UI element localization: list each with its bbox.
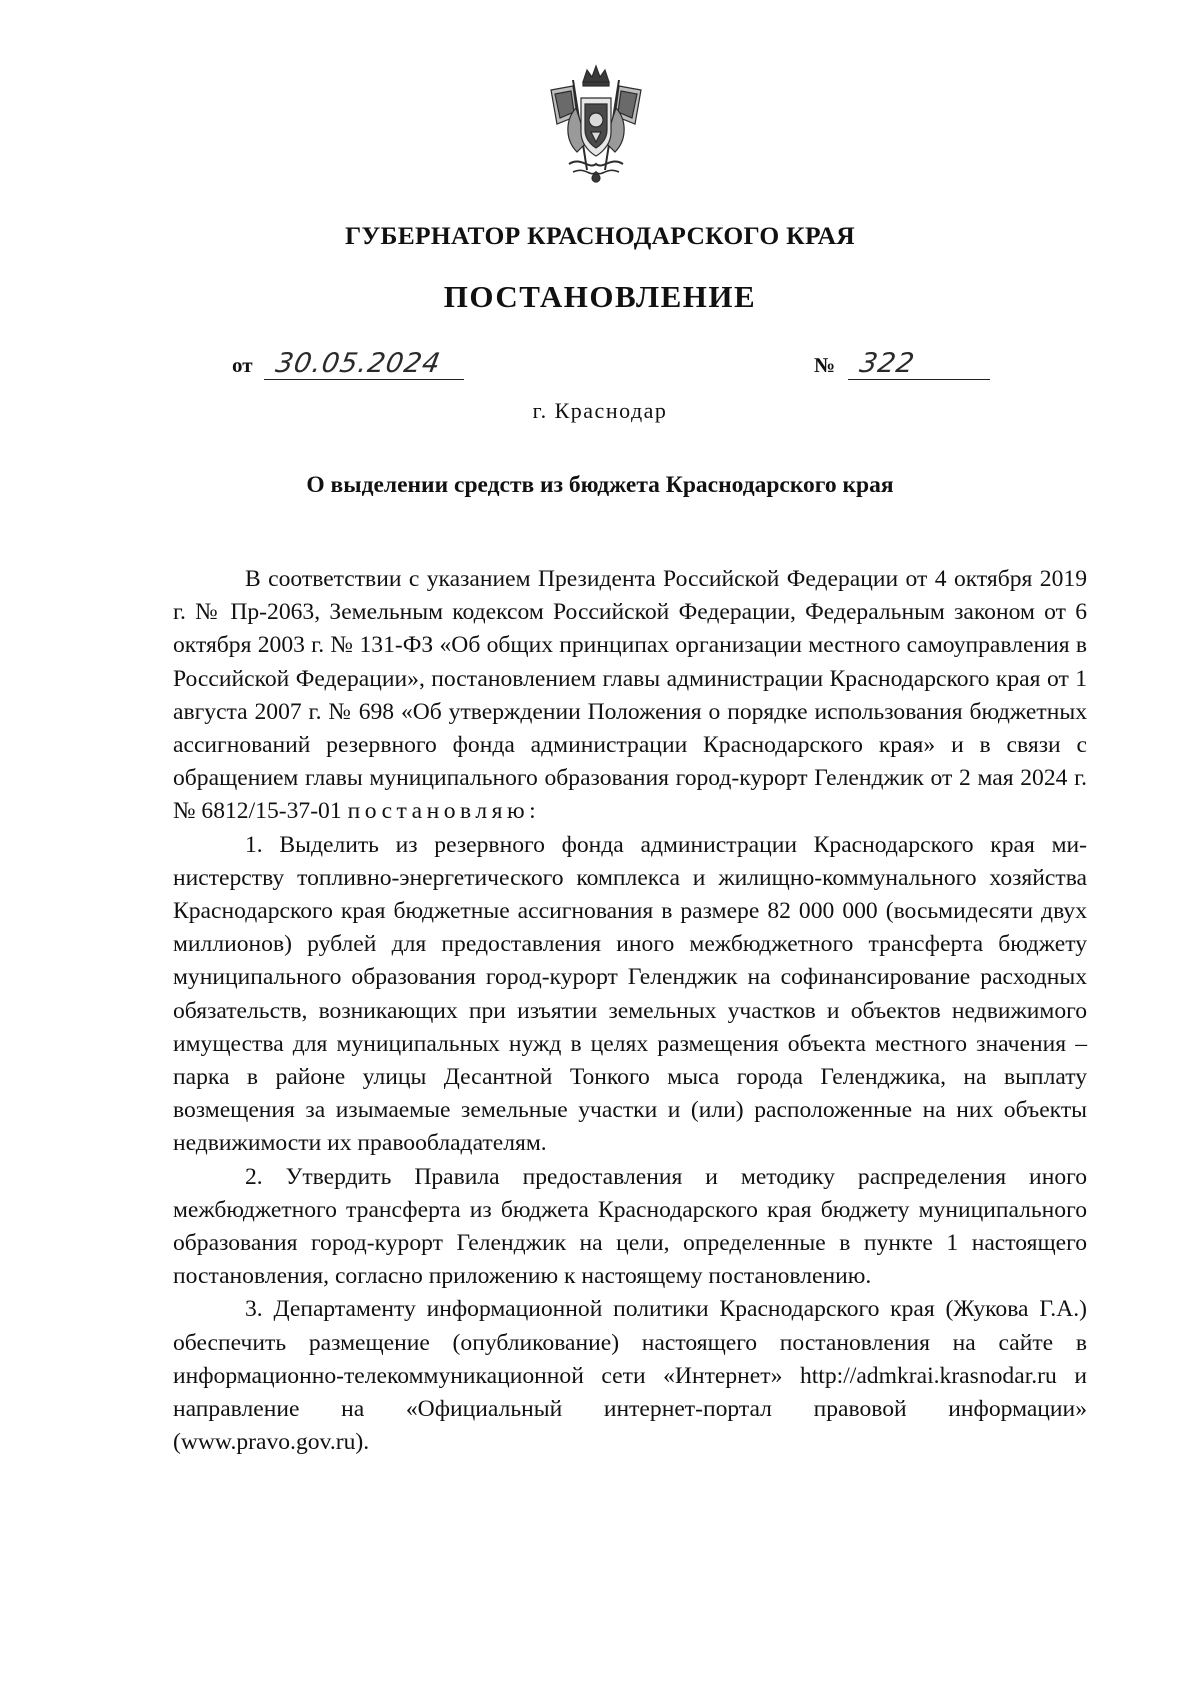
number-field — [848, 348, 990, 380]
coat-of-arms-icon — [543, 60, 649, 190]
issuer-title: ГУБЕРНАТОР КРАСНОДАРСКОГО КРАЯ — [345, 221, 855, 250]
clause-1: 1. Выделить из резервного фонда администрации Краснодарского края министерству топливно-энергетического комплекса и жилищно-коммунального хозяйства Краснодарского края бюджетные ассигнования в размере 82 000 000 (восьмидесяти двух миллионов) рублей для предоставления иного межбюджетного трансферта бюджету муниципального образования город-курорт Геленджик на софинансирование расходных обязательств, возникающих при изъятии земельных участков и объектов недвижимого имущества для муниципальных нужд в целях размещения объекта местного значения – парка в районе улицы Десантной Тонкого мыса города Геленджика, на выплату возмещения за изымаемые земельные участки и (или) расположенные на них объекты недвижимости их правообладателям. — [173, 831, 1087, 1157]
number-line — [814, 350, 994, 380]
date-line — [232, 350, 472, 380]
document-body — [173, 563, 1087, 1459]
handwritten-number: 322 — [857, 348, 918, 379]
document-subject: О выделении средств из бюджета Краснодарского края — [306, 472, 894, 498]
resolve-word: постановляю: — [347, 798, 541, 825]
city-line: г. Краснодар — [532, 398, 668, 423]
clause-3: 3. Департаменту информационной политики Краснодарского края (Жукова Г.А.) обеспечить размещение (опубликование) настоящего постановления на сайте в информационно-телекоммуникационной сети «Интернет» http://admkrai.krasnodar.ru и направление на «Официальный интернет-портал правовой информации» (www.pravo.gov.ru). — [173, 1296, 1087, 1456]
number-prefix: № — [814, 353, 836, 377]
document-type: ПОСТАНОВЛЕНИЕ — [443, 279, 757, 314]
handwritten-date: 30.05.2024 — [273, 348, 444, 379]
clause-2: 2. Утвердить Правила предоставления и методику распределения иного межбюджетного трансферта из бюджета Краснодарского края бюджету муниципального образования город-курорт Геленджик на цели, определенные в пункте 1 настоящего постановления, согласно приложению к настоящему постановлению. — [173, 1163, 1087, 1290]
preamble-text: В соответствии с указанием Президента Российской Федерации от 4 октября 2019 г. № Пр-2063, Земельным кодексом Российской Федерации, Федеральным законом от 6 октября 2003 г. № 131-ФЗ «Об общих принципах организации местного самоуправления в Российской Федерации», постановлением главы администрации Краснодарского края от 1 августа 2007 г. № 698 «Об утверждении Положения о порядке использования бюджетных ассигнований резервного фонда администрации Краснодарского края» и в связи с обращением главы муниципального образования город-курорт Геленджик от 2 мая 2024 г. № 6812/15-37-01 — [173, 566, 1087, 825]
preamble-paragraph — [173, 563, 1087, 829]
date-prefix: от — [232, 353, 253, 377]
date-field — [264, 348, 464, 380]
